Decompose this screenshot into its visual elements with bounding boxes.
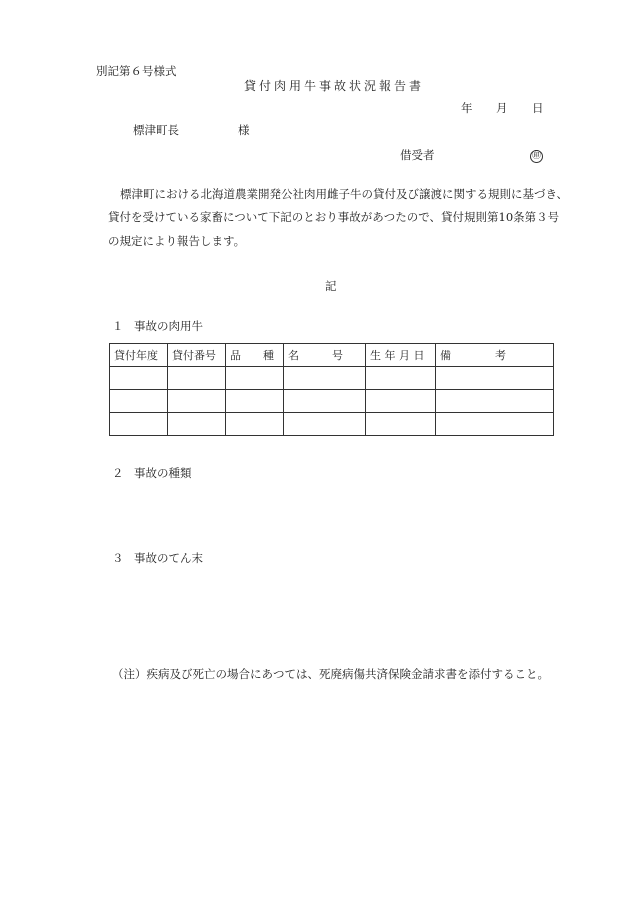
date-year-label: 年 [461, 101, 473, 115]
table-cell[interactable] [284, 367, 366, 390]
table-cell[interactable] [226, 390, 284, 413]
table-header-row [110, 344, 554, 367]
table-row [110, 413, 554, 436]
date-month-label: 月 [496, 101, 508, 115]
table-cell[interactable] [168, 413, 226, 436]
section-3-number: ３ [112, 551, 124, 565]
col-header-birthdate: 生 年 月 日 [366, 344, 436, 367]
section-2-title: 事故の種類 [134, 466, 192, 480]
table-cell[interactable] [436, 390, 554, 413]
table-cell[interactable] [226, 367, 284, 390]
ki-heading: 記 [325, 279, 337, 293]
table-cell[interactable] [110, 367, 168, 390]
table-cell[interactable] [284, 413, 366, 436]
footnote: （注）疾病及び死亡の場合にあつては、死廃病傷共済保険金請求書を添付すること。 [112, 667, 549, 681]
body-line-1: 標津町における北海道農業開発公社肉用雌子牛の貸付及び譲渡に関する規則に基づき、 [120, 187, 569, 201]
table-row [110, 367, 554, 390]
date-day-label: 日 [532, 101, 544, 115]
table-cell[interactable] [366, 390, 436, 413]
section-2-number: ２ [112, 466, 124, 480]
table-cell[interactable] [366, 413, 436, 436]
table-cell[interactable] [226, 413, 284, 436]
table-row [110, 390, 554, 413]
table-cell[interactable] [436, 413, 554, 436]
section-1-title: 事故の肉用牛 [134, 319, 203, 333]
table-cell[interactable] [168, 390, 226, 413]
body-line-3: の規定により報告します。 [108, 234, 246, 248]
col-header-name: 名 号 [284, 344, 366, 367]
col-header-breed: 品 種 [226, 344, 284, 367]
borrower-label: 借受者 [400, 148, 435, 162]
table-cell[interactable] [110, 413, 168, 436]
table-cell[interactable] [366, 367, 436, 390]
addressee-honorific: 様 [238, 123, 250, 137]
table-cell[interactable] [436, 367, 554, 390]
section-3-title: 事故のてん末 [134, 551, 203, 565]
section-1-number: １ [112, 319, 124, 333]
table-cell[interactable] [284, 390, 366, 413]
table-cell[interactable] [168, 367, 226, 390]
body-line-2: 貸付を受けている家畜について下記のとおり事故があつたので、貸付規則第10条第３号 [108, 210, 560, 224]
form-number: 別記第６号様式 [96, 64, 177, 78]
table-cell[interactable] [110, 390, 168, 413]
document-title: 貸付肉用牛事故状況報告書 [244, 79, 425, 93]
addressee-name: 標津町長 [133, 123, 179, 137]
col-header-loan-number: 貸付番号 [168, 344, 226, 367]
col-header-remarks: 備 考 [436, 344, 554, 367]
seal-mark: ㊞ [531, 151, 541, 161]
col-header-loan-year: 貸付年度 [110, 344, 168, 367]
cattle-table [109, 343, 554, 436]
